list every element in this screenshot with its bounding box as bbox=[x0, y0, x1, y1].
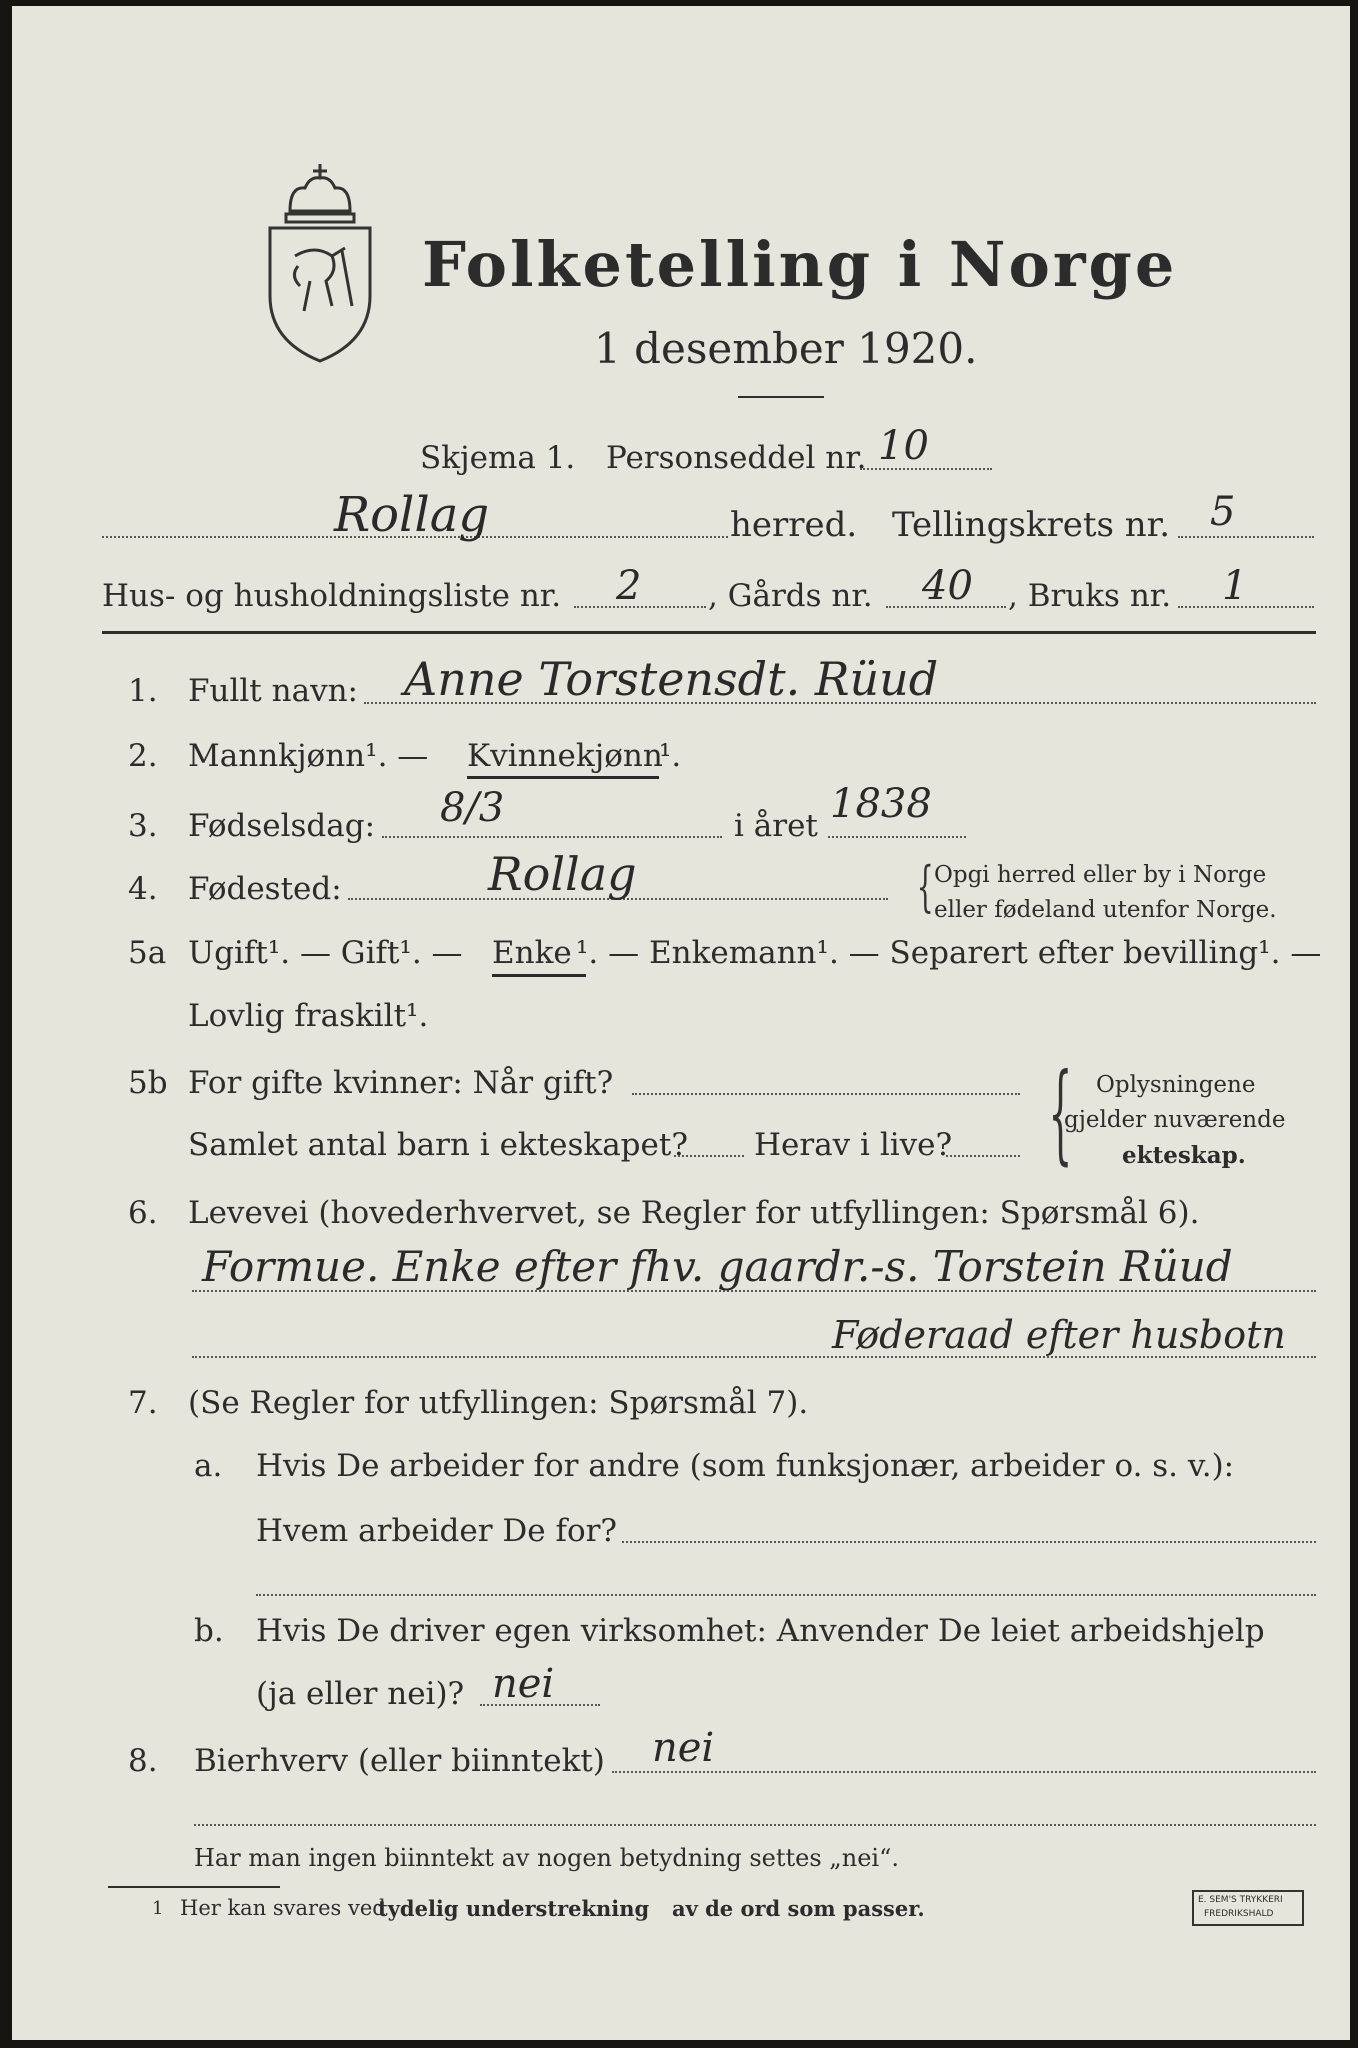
bruks-value: 1 bbox=[1222, 563, 1248, 609]
q5a-line1-c: ¹. — Enkemann¹. — Separert efter bevilling¹. — bbox=[576, 935, 1322, 971]
q8-label: Bierhverv (eller biinntekt) bbox=[194, 1743, 605, 1779]
q7b-question: (ja eller nei)? bbox=[256, 1676, 465, 1712]
q3-day-value: 8/3 bbox=[440, 785, 505, 831]
title-divider bbox=[738, 396, 824, 398]
form-title: Folketelling i Norge bbox=[422, 228, 1178, 301]
footnote-rule bbox=[108, 1886, 280, 1888]
q4-label: Fødested: bbox=[188, 871, 342, 907]
q4-value: Rollag bbox=[488, 847, 637, 901]
personseddel-value: 10 bbox=[878, 423, 929, 469]
norway-coat-of-arms-icon bbox=[260, 156, 380, 366]
q5a-number: 5a bbox=[128, 935, 167, 971]
q5b-note-2: gjelder nuværende bbox=[1064, 1107, 1286, 1133]
q7b-value: nei bbox=[492, 1661, 555, 1707]
skjema-label: Skjema 1. bbox=[420, 440, 576, 476]
q8-number: 8. bbox=[128, 1743, 158, 1779]
footnote-text-c: av de ord som passer. bbox=[672, 1896, 925, 1921]
bruks-label: , Bruks nr. bbox=[1008, 578, 1172, 614]
q7a-line-2 bbox=[256, 1594, 1316, 1596]
q5b-line1: For gifte kvinner: Når gift? bbox=[188, 1065, 614, 1101]
q5b-line2-dots bbox=[674, 1155, 744, 1157]
hus-value: 2 bbox=[616, 563, 642, 609]
q7a-number: a. bbox=[194, 1448, 223, 1484]
footer-note: Har man ingen biinntekt av nogen betydning settes „nei“. bbox=[194, 1844, 899, 1872]
q5a-line1-enke: Enke bbox=[492, 935, 572, 971]
q7a-label: Hvis De arbeider for andre (som funksjonær, arbeider o. s. v.): bbox=[256, 1448, 1235, 1484]
printer-city: FREDRIKSHALD bbox=[1204, 1909, 1274, 1919]
form-date: 1 desember 1920. bbox=[594, 324, 978, 373]
tellingskrets-value: 5 bbox=[1210, 489, 1236, 535]
q5b-line2b-dots bbox=[946, 1155, 1020, 1157]
footnote-text-b: tydelig understrekning bbox=[378, 1896, 650, 1921]
q1-number: 1. bbox=[128, 673, 158, 709]
q5a-enke-underline bbox=[492, 974, 586, 977]
tellingskrets-line bbox=[1178, 536, 1314, 538]
q3-year-label: i året bbox=[734, 808, 818, 844]
q5b-line2: Samlet antal barn i ekteskapet? bbox=[188, 1127, 688, 1163]
q7-label: (Se Regler for utfyllingen: Spørsmål 7). bbox=[188, 1385, 809, 1421]
herred-label: herred. bbox=[730, 505, 858, 545]
q5b-line2-b: Herav i live? bbox=[754, 1127, 953, 1163]
q2-label-male: Mannkjønn¹. — bbox=[188, 738, 429, 774]
q3-year-value: 1838 bbox=[830, 781, 932, 827]
q7-number: 7. bbox=[128, 1385, 158, 1421]
q7a-line-1 bbox=[622, 1541, 1316, 1543]
q5b-line1-dots bbox=[632, 1093, 1020, 1095]
q2-female-underline bbox=[467, 776, 659, 779]
q4-note-2: eller fødeland utenfor Norge. bbox=[934, 897, 1277, 923]
q8-value: nei bbox=[652, 1725, 715, 1771]
gards-value: 40 bbox=[922, 563, 973, 609]
header-rule bbox=[102, 631, 1316, 634]
printer-name: E. SEM'S TRYKKERI bbox=[1198, 1895, 1283, 1905]
q2-label-end: ¹. bbox=[659, 738, 682, 774]
q3-day-line bbox=[382, 836, 722, 838]
q7b-label: Hvis De driver egen virksomhet: Anvender De leiet arbeidshjelp bbox=[256, 1613, 1265, 1649]
q5b-note-3: ekteskap. bbox=[1122, 1142, 1246, 1169]
q7b-number: b. bbox=[194, 1613, 224, 1649]
tellingskrets-label: Tellingskrets nr. bbox=[892, 505, 1171, 545]
q2-label-female: Kvinnekjønn bbox=[467, 738, 663, 774]
q6-value-2: Føderaad efter husbotn bbox=[832, 1313, 1286, 1357]
q1-value: Anne Torstensdt. Rüud bbox=[404, 652, 939, 706]
q3-year-line bbox=[828, 836, 966, 838]
hus-label: Hus- og husholdningsliste nr. bbox=[102, 578, 562, 614]
q5a-line1-a: Ugift¹. — Gift¹. — bbox=[188, 935, 463, 971]
q1-label: Fullt navn: bbox=[188, 673, 358, 709]
q3-label: Fødselsdag: bbox=[188, 808, 376, 844]
printer-stamp bbox=[1192, 1890, 1304, 1926]
footnote-text-a: Her kan svares ved bbox=[180, 1896, 386, 1920]
q5b-number: 5b bbox=[128, 1065, 168, 1101]
gards-label: , Gårds nr. bbox=[708, 578, 873, 614]
q6-label: Levevei (hovederhvervet, se Regler for utfyllingen: Spørsmål 6). bbox=[188, 1195, 1200, 1231]
q5b-note-1: Oplysningene bbox=[1096, 1072, 1256, 1098]
footnote-number: 1 bbox=[152, 1898, 164, 1919]
q8-line-1 bbox=[612, 1771, 1316, 1773]
q4-number: 4. bbox=[128, 871, 158, 907]
q4-brace: { bbox=[916, 855, 934, 918]
q5b-brace: { bbox=[1048, 1051, 1073, 1176]
q8-line-2 bbox=[194, 1824, 1316, 1826]
q5a-line2: Lovlig fraskilt¹. bbox=[188, 998, 429, 1034]
census-form bbox=[12, 6, 1350, 2040]
q4-note-1: Opgi herred eller by i Norge bbox=[934, 862, 1267, 888]
personseddel-label: Personseddel nr. bbox=[606, 440, 867, 476]
q2-number: 2. bbox=[128, 738, 158, 774]
q7a-question: Hvem arbeider De for? bbox=[256, 1513, 618, 1549]
q6-value-1: Formue. Enke efter fhv. gaardr.-s. Torstein Rüud bbox=[202, 1242, 1233, 1291]
q3-number: 3. bbox=[128, 808, 158, 844]
herred-value: Rollag bbox=[334, 487, 490, 543]
q6-number: 6. bbox=[128, 1195, 158, 1231]
